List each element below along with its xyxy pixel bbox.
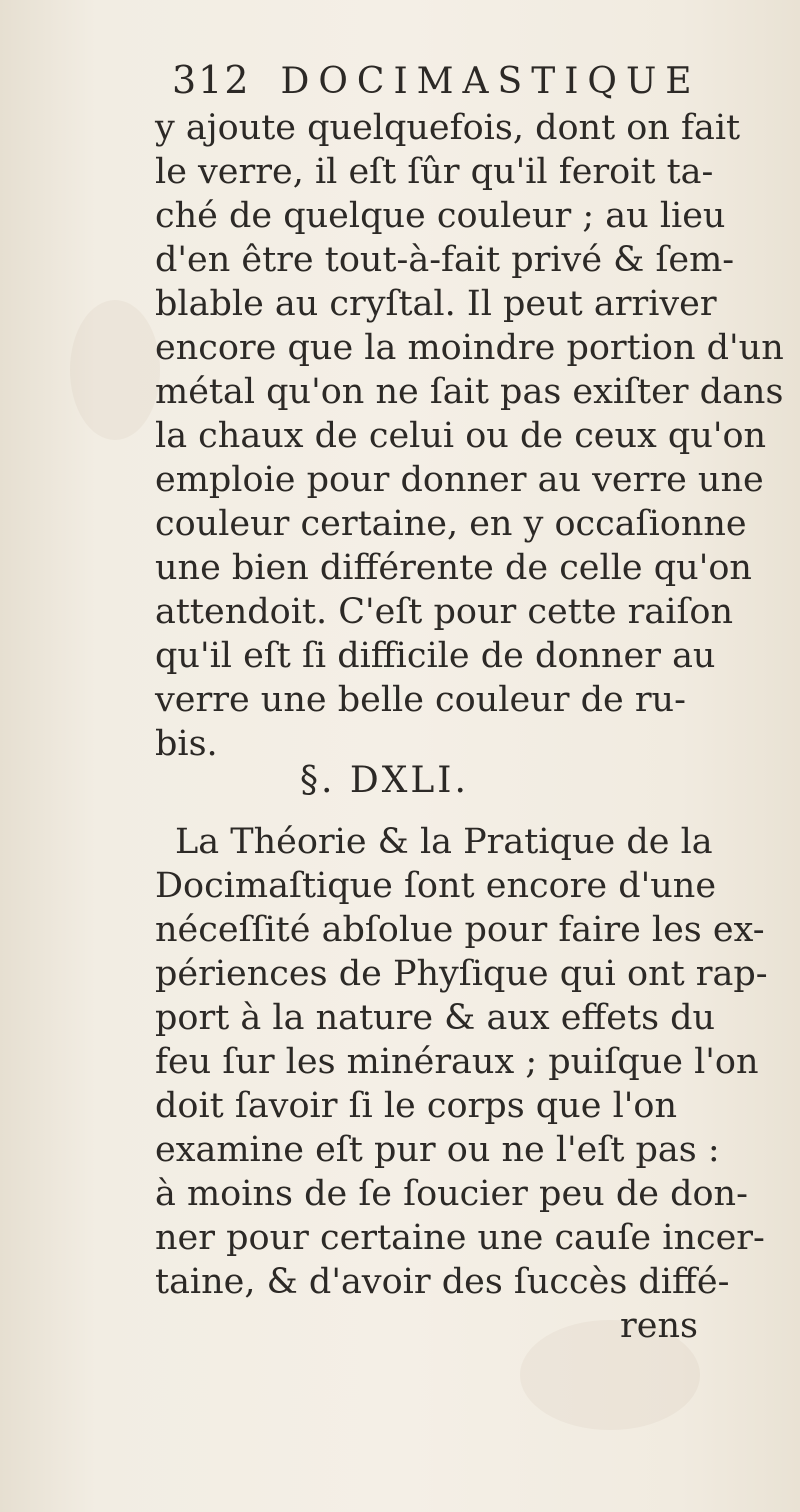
text-line: le verre, il eſt ſûr qu'il feroit ta- [155, 152, 714, 192]
paper-stain [70, 300, 160, 440]
page-number: 312 [172, 58, 251, 102]
running-title: DOCIMASTIQUE [280, 61, 701, 102]
text-line: ché de quelque couleur ; au lieu [155, 196, 726, 236]
text-line: Docimaſtique ſont encore d'une [155, 866, 717, 906]
text-line: couleur certaine, en y occaſionne [155, 504, 747, 544]
text-line: y ajoute quelquefois, dont on fait [155, 108, 741, 148]
text-line: blable au cryſtal. Il peut arriver [155, 284, 717, 324]
text-line: une bien différente de celle qu'on [155, 548, 752, 588]
text-line: examine eſt pur ou ne l'eſt pas : [155, 1130, 720, 1170]
text-line: feu ſur les minéraux ; puiſque l'on [155, 1042, 759, 1082]
text-line: encore que la moindre portion d'un [155, 328, 784, 368]
page-header [172, 58, 732, 110]
text-line: périences de Phyſique qui ont rap- [155, 954, 768, 994]
text-line: qu'il eſt ſi difficile de donner au [155, 636, 716, 676]
text-line: ner pour certaine une cauſe incer- [155, 1218, 765, 1258]
text-line: attendoit. C'eſt pour cette raiſon [155, 592, 734, 632]
text-line: d'en être tout-à-fait privé & ſem- [155, 240, 735, 280]
text-line: métal qu'on ne ſait pas exiſter dans [155, 372, 784, 412]
catchword: rens [620, 1306, 698, 1346]
text-line: doit ſavoir ſi le corps que l'on [155, 1086, 677, 1126]
text-line: néceſſité abſolue pour faire les ex- [155, 910, 765, 950]
text-line: port à la nature & aux effets du [155, 998, 716, 1038]
text-line: verre une belle couleur de ru- [155, 680, 686, 720]
section-heading: §. DXLI. [300, 760, 469, 801]
text-line: à moins de ſe ſoucier peu de don- [155, 1174, 748, 1214]
text-line: La Théorie & la Pratique de la [175, 822, 713, 862]
text-line: taine, & d'avoir des ſuccès diffé- [155, 1262, 730, 1302]
text-line: la chaux de celui ou de ceux qu'on [155, 416, 767, 456]
text-line: bis. [155, 724, 218, 764]
text-line: emploie pour donner au verre une [155, 460, 764, 500]
